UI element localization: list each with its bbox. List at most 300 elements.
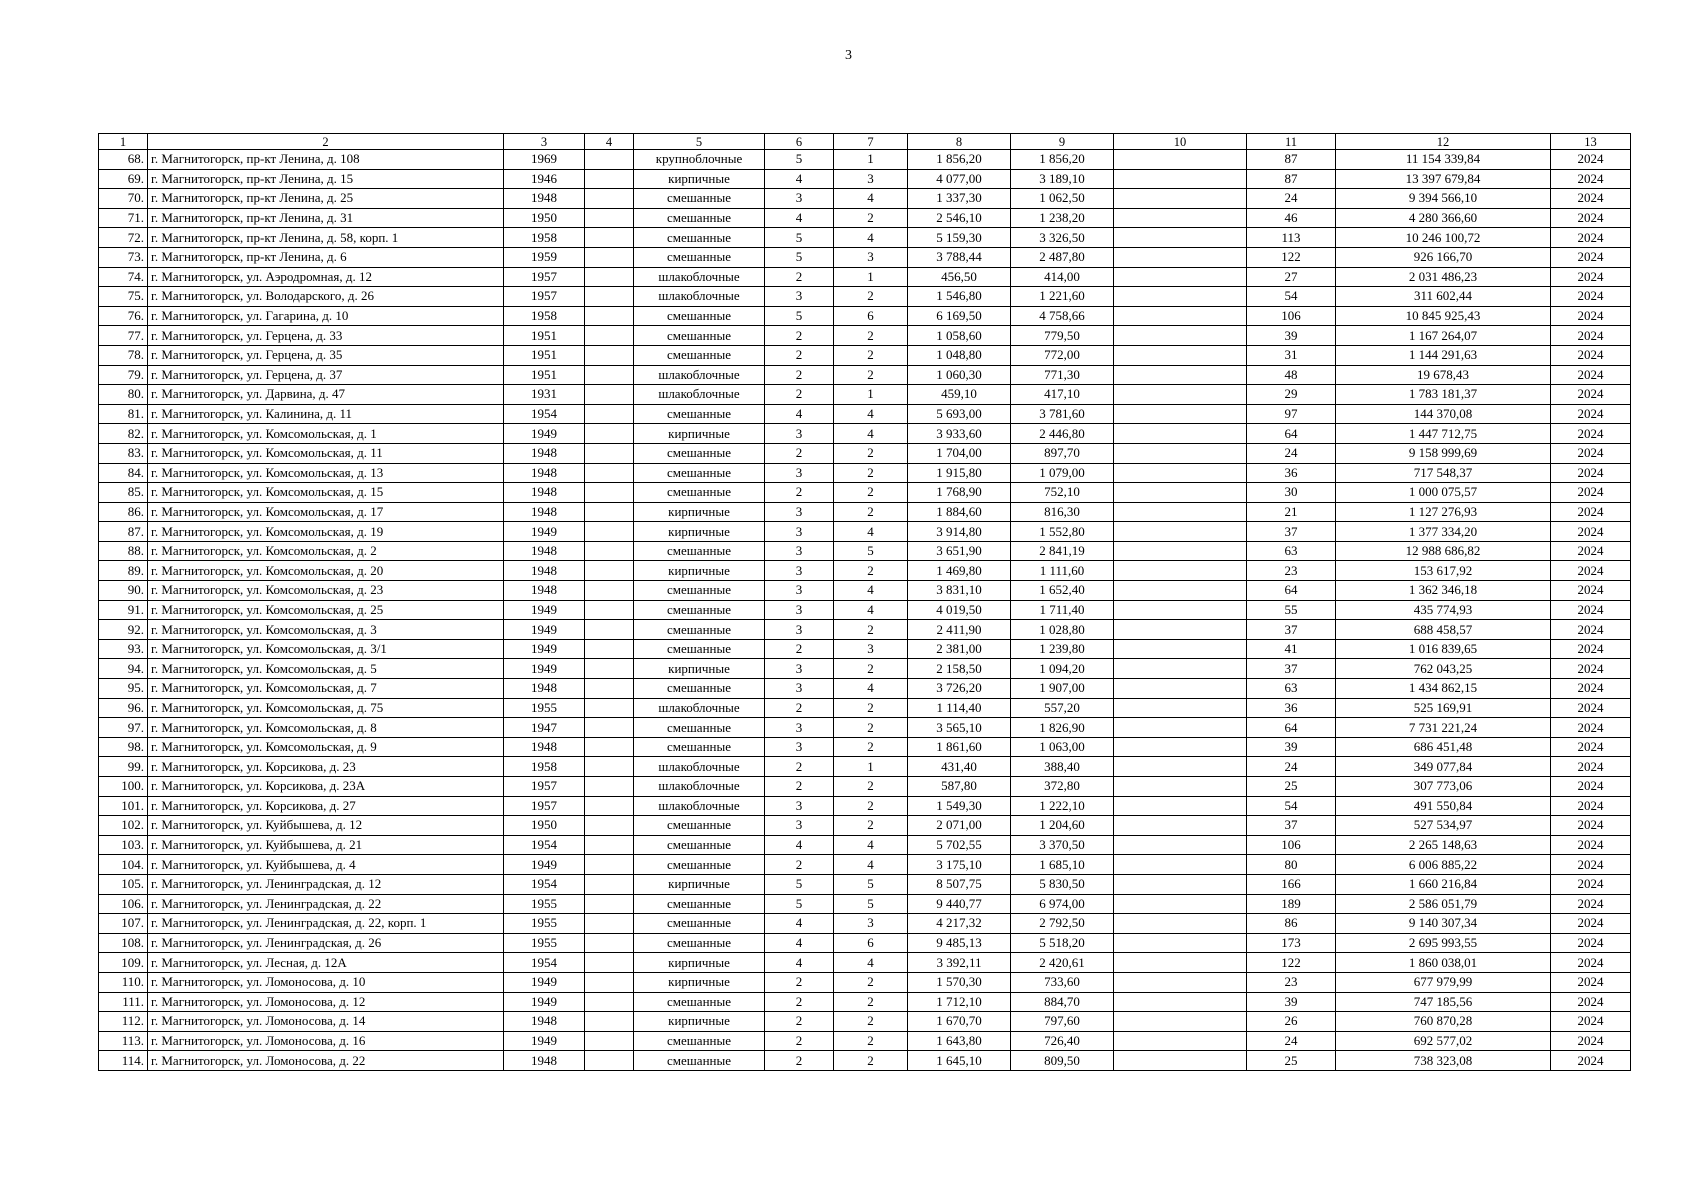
table-cell-col-7: 5: [834, 541, 908, 561]
table-cell-col-13: 2024: [1551, 247, 1631, 267]
table-cell-col-5: крупноблочные: [634, 150, 765, 170]
table-cell-col-3: 1954: [504, 953, 585, 973]
table-row: [99, 385, 1631, 405]
table-cell-col-1: 112.: [99, 1012, 148, 1032]
table-cell-col-9: 816,30: [1011, 502, 1114, 522]
table-cell-col-2: г. Магнитогорск, ул. Гагарина, д. 10: [148, 306, 504, 326]
table-cell-col-6: 2: [765, 1031, 834, 1051]
table-row: [99, 150, 1631, 170]
table-cell-col-9: 417,10: [1011, 385, 1114, 405]
table-row: [99, 620, 1631, 640]
column-header-9: 9: [1011, 134, 1114, 150]
table-cell-col-7: 2: [834, 992, 908, 1012]
table-cell-col-1: 68.: [99, 150, 148, 170]
table-cell-col-1: 82.: [99, 424, 148, 444]
table-cell-col-8: 459,10: [908, 385, 1011, 405]
table-cell-col-5: смешанные: [634, 463, 765, 483]
table-cell-col-13: 2024: [1551, 600, 1631, 620]
table-cell-col-10: [1114, 404, 1247, 424]
table-cell-col-12: 527 534,97: [1336, 816, 1551, 836]
table-cell-col-3: 1954: [504, 404, 585, 424]
table-cell-col-3: 1948: [504, 502, 585, 522]
table-cell-col-12: 1 660 216,84: [1336, 874, 1551, 894]
table-cell-col-1: 96.: [99, 698, 148, 718]
table-row: [99, 404, 1631, 424]
table-cell-col-11: 39: [1247, 326, 1336, 346]
table-cell-col-2: г. Магнитогорск, ул. Калинина, д. 11: [148, 404, 504, 424]
table-cell-col-7: 2: [834, 287, 908, 307]
table-cell-col-13: 2024: [1551, 796, 1631, 816]
table-cell-col-3: 1949: [504, 424, 585, 444]
table-cell-col-13: 2024: [1551, 835, 1631, 855]
table-cell-col-10: [1114, 639, 1247, 659]
table-cell-col-7: 2: [834, 502, 908, 522]
table-row: [99, 1051, 1631, 1071]
table-cell-col-3: 1949: [504, 972, 585, 992]
table-cell-col-10: [1114, 463, 1247, 483]
table-cell-col-4: [585, 816, 634, 836]
table-cell-col-12: 19 678,43: [1336, 365, 1551, 385]
table-cell-col-11: 29: [1247, 385, 1336, 405]
table-row: [99, 796, 1631, 816]
table-cell-col-2: г. Магнитогорск, ул. Ленинградская, д. 26: [148, 933, 504, 953]
table-cell-col-4: [585, 835, 634, 855]
table-cell-col-8: 3 726,20: [908, 679, 1011, 699]
table-cell-col-6: 2: [765, 326, 834, 346]
table-cell-col-12: 2 695 993,55: [1336, 933, 1551, 953]
table-cell-col-1: 91.: [99, 600, 148, 620]
table-cell-col-11: 24: [1247, 757, 1336, 777]
table-cell-col-13: 2024: [1551, 326, 1631, 346]
table-cell-col-13: 2024: [1551, 150, 1631, 170]
table-cell-col-7: 3: [834, 639, 908, 659]
table-cell-col-8: 1 048,80: [908, 345, 1011, 365]
table-cell-col-7: 5: [834, 874, 908, 894]
table-cell-col-5: шлакоблочные: [634, 757, 765, 777]
table-cell-col-6: 3: [765, 718, 834, 738]
table-cell-col-12: 491 550,84: [1336, 796, 1551, 816]
table-cell-col-9: 733,60: [1011, 972, 1114, 992]
table-cell-col-3: 1947: [504, 718, 585, 738]
table-cell-col-3: 1951: [504, 326, 585, 346]
table-cell-col-7: 2: [834, 796, 908, 816]
table-cell-col-2: г. Магнитогорск, ул. Комсомольская, д. 15: [148, 483, 504, 503]
table-cell-col-12: 2 586 051,79: [1336, 894, 1551, 914]
table-cell-col-5: кирпичные: [634, 502, 765, 522]
table-cell-col-6: 2: [765, 483, 834, 503]
table-cell-col-11: 64: [1247, 718, 1336, 738]
table-cell-col-7: 6: [834, 933, 908, 953]
table-cell-col-7: 2: [834, 1012, 908, 1032]
table-cell-col-5: смешанные: [634, 620, 765, 640]
table-cell-col-1: 110.: [99, 972, 148, 992]
table-cell-col-13: 2024: [1551, 1051, 1631, 1071]
table-cell-col-10: [1114, 679, 1247, 699]
table-cell-col-2: г. Магнитогорск, ул. Куйбышева, д. 12: [148, 816, 504, 836]
table-cell-col-5: кирпичные: [634, 659, 765, 679]
table-cell-col-1: 89.: [99, 561, 148, 581]
table-cell-col-2: г. Магнитогорск, пр-кт Ленина, д. 15: [148, 169, 504, 189]
table-cell-col-6: 4: [765, 404, 834, 424]
table-cell-col-3: 1951: [504, 365, 585, 385]
table-cell-col-7: 4: [834, 679, 908, 699]
table-row: [99, 345, 1631, 365]
table-cell-col-4: [585, 365, 634, 385]
table-cell-col-12: 307 773,06: [1336, 777, 1551, 797]
table-cell-col-10: [1114, 326, 1247, 346]
table-cell-col-1: 108.: [99, 933, 148, 953]
table-cell-col-3: 1948: [504, 1051, 585, 1071]
table-row: [99, 894, 1631, 914]
table-cell-col-6: 2: [765, 365, 834, 385]
table-cell-col-9: 797,60: [1011, 1012, 1114, 1032]
table-cell-col-4: [585, 483, 634, 503]
table-cell-col-6: 2: [765, 267, 834, 287]
table-cell-col-12: 677 979,99: [1336, 972, 1551, 992]
table-cell-col-8: 1 884,60: [908, 502, 1011, 522]
table-cell-col-9: 5 830,50: [1011, 874, 1114, 894]
table-cell-col-3: 1948: [504, 561, 585, 581]
table-cell-col-4: [585, 443, 634, 463]
table-cell-col-2: г. Магнитогорск, ул. Ленинградская, д. 22: [148, 894, 504, 914]
table-cell-col-3: 1948: [504, 443, 585, 463]
table-cell-col-12: 9 394 566,10: [1336, 189, 1551, 209]
table-cell-col-6: 2: [765, 757, 834, 777]
table-cell-col-3: 1949: [504, 992, 585, 1012]
table-cell-col-7: 2: [834, 365, 908, 385]
table-cell-col-6: 3: [765, 502, 834, 522]
table-cell-col-10: [1114, 385, 1247, 405]
table-cell-col-2: г. Магнитогорск, ул. Володарского, д. 26: [148, 287, 504, 307]
table-cell-col-3: 1946: [504, 169, 585, 189]
table-cell-col-12: 1 000 075,57: [1336, 483, 1551, 503]
table-cell-col-7: 4: [834, 953, 908, 973]
table-cell-col-7: 4: [834, 855, 908, 875]
table-cell-col-13: 2024: [1551, 267, 1631, 287]
column-header-3: 3: [504, 134, 585, 150]
table-cell-col-4: [585, 385, 634, 405]
table-cell-col-11: 189: [1247, 894, 1336, 914]
table-cell-col-12: 349 077,84: [1336, 757, 1551, 777]
table-cell-col-1: 100.: [99, 777, 148, 797]
table-cell-col-7: 4: [834, 600, 908, 620]
table-cell-col-2: г. Магнитогорск, ул. Комсомольская, д. 17: [148, 502, 504, 522]
table-cell-col-12: 688 458,57: [1336, 620, 1551, 640]
table-cell-col-9: 1 856,20: [1011, 150, 1114, 170]
table-cell-col-5: смешанные: [634, 404, 765, 424]
table-row: [99, 541, 1631, 561]
table-cell-col-10: [1114, 345, 1247, 365]
table-cell-col-7: 2: [834, 816, 908, 836]
table-cell-col-11: 24: [1247, 1031, 1336, 1051]
table-cell-col-3: 1954: [504, 874, 585, 894]
table-cell-col-4: [585, 1051, 634, 1071]
table-row: [99, 972, 1631, 992]
table-cell-col-10: [1114, 581, 1247, 601]
table-cell-col-11: 23: [1247, 561, 1336, 581]
table-cell-col-10: [1114, 522, 1247, 542]
table-cell-col-10: [1114, 228, 1247, 248]
table-cell-col-8: 2 158,50: [908, 659, 1011, 679]
table-cell-col-7: 2: [834, 698, 908, 718]
table-cell-col-9: 1 094,20: [1011, 659, 1114, 679]
table-cell-col-10: [1114, 267, 1247, 287]
table-cell-col-3: 1948: [504, 679, 585, 699]
table-cell-col-10: [1114, 306, 1247, 326]
table-cell-col-11: 106: [1247, 306, 1336, 326]
table-cell-col-11: 122: [1247, 953, 1336, 973]
table-cell-col-7: 5: [834, 894, 908, 914]
table-cell-col-11: 54: [1247, 287, 1336, 307]
table-cell-col-2: г. Магнитогорск, ул. Комсомольская, д. 11: [148, 443, 504, 463]
table-cell-col-5: шлакоблочные: [634, 267, 765, 287]
table-row: [99, 247, 1631, 267]
table-cell-col-11: 166: [1247, 874, 1336, 894]
table-cell-col-2: г. Магнитогорск, ул. Комсомольская, д. 1: [148, 424, 504, 444]
column-header-7: 7: [834, 134, 908, 150]
table-cell-col-5: кирпичные: [634, 424, 765, 444]
table-cell-col-10: [1114, 816, 1247, 836]
table-cell-col-4: [585, 326, 634, 346]
table-cell-col-13: 2024: [1551, 463, 1631, 483]
table-cell-col-9: 809,50: [1011, 1051, 1114, 1071]
table-cell-col-4: [585, 228, 634, 248]
table-cell-col-9: 1 111,60: [1011, 561, 1114, 581]
table-cell-col-7: 2: [834, 737, 908, 757]
table-cell-col-4: [585, 953, 634, 973]
table-cell-col-1: 84.: [99, 463, 148, 483]
table-cell-col-9: 1 062,50: [1011, 189, 1114, 209]
table-cell-col-7: 4: [834, 835, 908, 855]
table-row: [99, 914, 1631, 934]
table-cell-col-8: 1 549,30: [908, 796, 1011, 816]
table-cell-col-4: [585, 169, 634, 189]
table-cell-col-8: 6 169,50: [908, 306, 1011, 326]
table-cell-col-13: 2024: [1551, 992, 1631, 1012]
table-cell-col-5: смешанные: [634, 208, 765, 228]
table-cell-col-13: 2024: [1551, 874, 1631, 894]
table-cell-col-13: 2024: [1551, 757, 1631, 777]
table-cell-col-12: 153 617,92: [1336, 561, 1551, 581]
table-cell-col-11: 31: [1247, 345, 1336, 365]
column-header-12: 12: [1336, 134, 1551, 150]
table-cell-col-11: 37: [1247, 620, 1336, 640]
table-cell-col-4: [585, 737, 634, 757]
table-cell-col-5: смешанные: [634, 894, 765, 914]
table-cell-col-6: 5: [765, 247, 834, 267]
table-cell-col-1: 79.: [99, 365, 148, 385]
table-cell-col-6: 5: [765, 874, 834, 894]
table-row: [99, 600, 1631, 620]
table-cell-col-9: 1 652,40: [1011, 581, 1114, 601]
table-cell-col-6: 4: [765, 835, 834, 855]
table-cell-col-10: [1114, 600, 1247, 620]
table-cell-col-12: 9 140 307,34: [1336, 914, 1551, 934]
table-cell-col-11: 64: [1247, 424, 1336, 444]
table-cell-col-8: 1 861,60: [908, 737, 1011, 757]
table-row: [99, 698, 1631, 718]
table-cell-col-1: 88.: [99, 541, 148, 561]
table-cell-col-13: 2024: [1551, 816, 1631, 836]
table-cell-col-11: 87: [1247, 169, 1336, 189]
table-cell-col-10: [1114, 483, 1247, 503]
table-cell-col-9: 1 711,40: [1011, 600, 1114, 620]
table-cell-col-3: 1948: [504, 189, 585, 209]
table-cell-col-8: 3 651,90: [908, 541, 1011, 561]
table-cell-col-4: [585, 208, 634, 228]
table-cell-col-3: 1958: [504, 306, 585, 326]
table-header: [99, 134, 1631, 150]
table-cell-col-1: 90.: [99, 581, 148, 601]
table-cell-col-7: 2: [834, 483, 908, 503]
table-cell-col-6: 2: [765, 698, 834, 718]
table-cell-col-4: [585, 600, 634, 620]
table-cell-col-13: 2024: [1551, 620, 1631, 640]
table-cell-col-7: 2: [834, 659, 908, 679]
table-row: [99, 169, 1631, 189]
table-cell-col-9: 1 238,20: [1011, 208, 1114, 228]
table-cell-col-8: 3 565,10: [908, 718, 1011, 738]
table-row: [99, 502, 1631, 522]
table-cell-col-5: смешанные: [634, 737, 765, 757]
table-cell-col-6: 5: [765, 228, 834, 248]
table-cell-col-4: [585, 189, 634, 209]
table-cell-col-7: 3: [834, 169, 908, 189]
table-cell-col-12: 762 043,25: [1336, 659, 1551, 679]
table-cell-col-1: 104.: [99, 855, 148, 875]
table-cell-col-8: 2 411,90: [908, 620, 1011, 640]
table-cell-col-1: 107.: [99, 914, 148, 934]
table-cell-col-5: шлакоблочные: [634, 385, 765, 405]
table-cell-col-13: 2024: [1551, 385, 1631, 405]
page-number: 3: [845, 48, 852, 63]
table-cell-col-12: 1 783 181,37: [1336, 385, 1551, 405]
table-cell-col-2: г. Магнитогорск, ул. Ломоносова, д. 16: [148, 1031, 504, 1051]
table-cell-col-2: г. Магнитогорск, пр-кт Ленина, д. 31: [148, 208, 504, 228]
table-cell-col-12: 686 451,48: [1336, 737, 1551, 757]
table-cell-col-8: 3 933,60: [908, 424, 1011, 444]
table-cell-col-4: [585, 502, 634, 522]
table-cell-col-1: 71.: [99, 208, 148, 228]
table-cell-col-1: 101.: [99, 796, 148, 816]
table-cell-col-5: шлакоблочные: [634, 287, 765, 307]
table-cell-col-8: 1 670,70: [908, 1012, 1011, 1032]
table-cell-col-8: 1 546,80: [908, 287, 1011, 307]
table-cell-col-13: 2024: [1551, 698, 1631, 718]
table-cell-col-11: 87: [1247, 150, 1336, 170]
table-cell-col-12: 1 447 712,75: [1336, 424, 1551, 444]
table-cell-col-5: смешанные: [634, 306, 765, 326]
table-cell-col-4: [585, 404, 634, 424]
table-row: [99, 933, 1631, 953]
table-cell-col-2: г. Магнитогорск, ул. Комсомольская, д. 20: [148, 561, 504, 581]
table-cell-col-13: 2024: [1551, 972, 1631, 992]
table-cell-col-2: г. Магнитогорск, ул. Корсикова, д. 23: [148, 757, 504, 777]
table-cell-col-9: 1 552,80: [1011, 522, 1114, 542]
column-header-2: 2: [148, 134, 504, 150]
table-cell-col-5: смешанные: [634, 639, 765, 659]
table-row: [99, 777, 1631, 797]
table-cell-col-3: 1948: [504, 483, 585, 503]
table-cell-col-13: 2024: [1551, 483, 1631, 503]
table-cell-col-6: 3: [765, 522, 834, 542]
table-cell-col-6: 3: [765, 463, 834, 483]
table-cell-col-3: 1955: [504, 894, 585, 914]
table-cell-col-5: смешанные: [634, 914, 765, 934]
table-row: [99, 757, 1631, 777]
table-cell-col-9: 1 028,80: [1011, 620, 1114, 640]
table-cell-col-3: 1948: [504, 541, 585, 561]
column-header-4: 4: [585, 134, 634, 150]
table-cell-col-3: 1949: [504, 600, 585, 620]
table-cell-col-3: 1949: [504, 855, 585, 875]
table-cell-col-12: 747 185,56: [1336, 992, 1551, 1012]
table-cell-col-2: г. Магнитогорск, ул. Комсомольская, д. 75: [148, 698, 504, 718]
table-cell-col-10: [1114, 757, 1247, 777]
table-cell-col-4: [585, 287, 634, 307]
table-cell-col-4: [585, 698, 634, 718]
table-cell-col-9: 5 518,20: [1011, 933, 1114, 953]
table-cell-col-10: [1114, 914, 1247, 934]
table-cell-col-5: смешанные: [634, 718, 765, 738]
table-cell-col-12: 7 731 221,24: [1336, 718, 1551, 738]
table-cell-col-12: 760 870,28: [1336, 1012, 1551, 1032]
table-cell-col-8: 2 071,00: [908, 816, 1011, 836]
table-cell-col-6: 3: [765, 659, 834, 679]
table-cell-col-9: 2 841,19: [1011, 541, 1114, 561]
table-cell-col-1: 103.: [99, 835, 148, 855]
table-cell-col-8: 1 856,20: [908, 150, 1011, 170]
table-cell-col-8: 4 217,32: [908, 914, 1011, 934]
table-cell-col-11: 24: [1247, 443, 1336, 463]
table-cell-col-2: г. Магнитогорск, ул. Комсомольская, д. 8: [148, 718, 504, 738]
table-cell-col-13: 2024: [1551, 228, 1631, 248]
table-cell-col-7: 2: [834, 345, 908, 365]
table-cell-col-6: 4: [765, 914, 834, 934]
table-cell-col-7: 4: [834, 522, 908, 542]
table-cell-col-12: 1 144 291,63: [1336, 345, 1551, 365]
table-cell-col-4: [585, 855, 634, 875]
table-row: [99, 443, 1631, 463]
table-cell-col-5: шлакоблочные: [634, 777, 765, 797]
table-cell-col-1: 73.: [99, 247, 148, 267]
table-cell-col-11: 36: [1247, 463, 1336, 483]
table-cell-col-13: 2024: [1551, 914, 1631, 934]
table-cell-col-4: [585, 914, 634, 934]
table-cell-col-10: [1114, 855, 1247, 875]
table-cell-col-5: кирпичные: [634, 953, 765, 973]
table-cell-col-9: 3 189,10: [1011, 169, 1114, 189]
table-cell-col-3: 1958: [504, 228, 585, 248]
table-cell-col-7: 2: [834, 972, 908, 992]
table-cell-col-6: 3: [765, 816, 834, 836]
table-cell-col-2: г. Магнитогорск, ул. Комсомольская, д. 2: [148, 541, 504, 561]
table-cell-col-10: [1114, 169, 1247, 189]
table-cell-col-6: 4: [765, 953, 834, 973]
table-cell-col-8: 5 702,55: [908, 835, 1011, 855]
table-cell-col-6: 2: [765, 1051, 834, 1071]
table-cell-col-5: кирпичные: [634, 522, 765, 542]
table-cell-col-4: [585, 247, 634, 267]
table-cell-col-5: кирпичные: [634, 561, 765, 581]
table-cell-col-5: смешанные: [634, 326, 765, 346]
table-cell-col-13: 2024: [1551, 561, 1631, 581]
table-cell-col-10: [1114, 365, 1247, 385]
table-cell-col-9: 726,40: [1011, 1031, 1114, 1051]
table-cell-col-11: 113: [1247, 228, 1336, 248]
table-row: [99, 581, 1631, 601]
table-cell-col-11: 97: [1247, 404, 1336, 424]
